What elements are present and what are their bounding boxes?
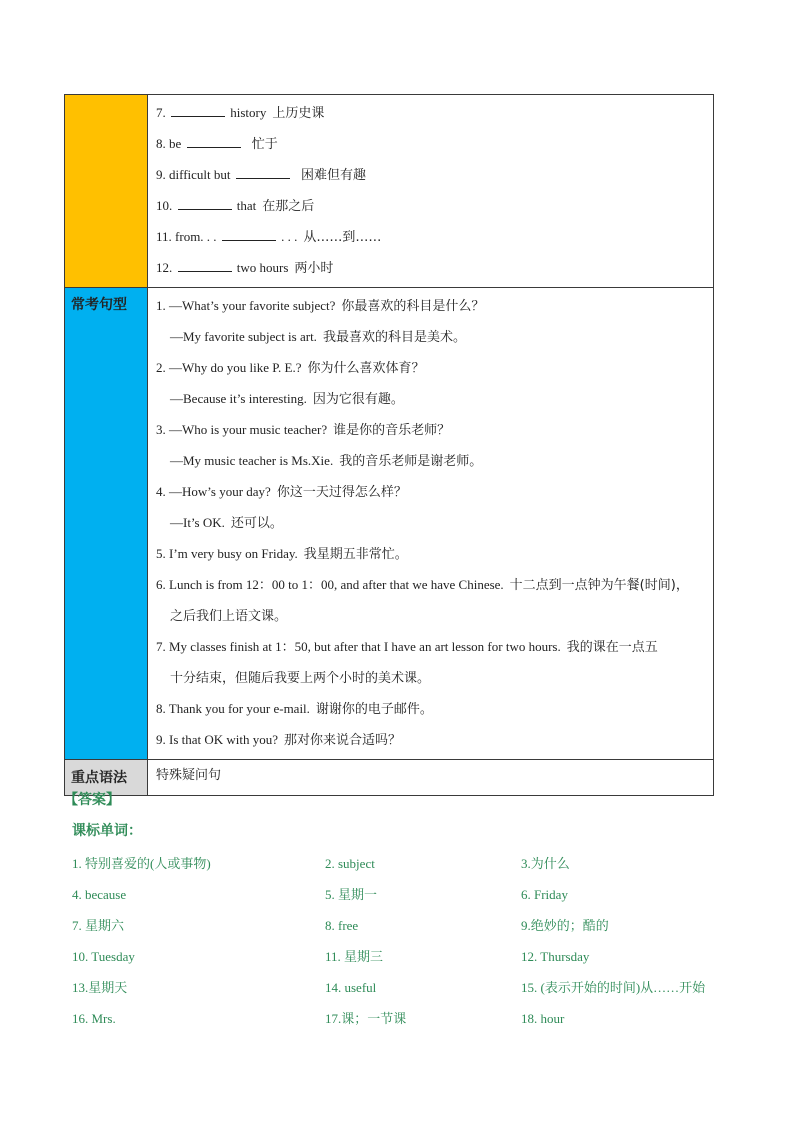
sentence-line [156,290,709,321]
phrase-number: 9. [156,167,166,182]
phrase-line [156,128,709,159]
sentence-chinese: 你最喜欢的科目是什么？ [341,299,485,314]
answer-item: 3.为什么 [521,856,570,871]
phrase-number: 8. [156,136,166,151]
answer-item: 18. hour [521,1011,565,1026]
phrase-line [156,190,709,221]
fill-blank [187,134,241,148]
sentence-english: 2. —Why do you like P. E.? [156,360,302,375]
sentence-line [156,414,709,445]
phrase-suffix: . . . [281,229,298,244]
answer-item: 13.星期天 [72,980,128,995]
sentence-english: 6. Lunch is from 12：00 to 1：00, and after that we have Chinese. [156,577,504,592]
sentence-chinese: 谢谢你的电子邮件。 [315,702,433,717]
study-table [64,94,714,796]
answer-item: 2. subject [325,856,375,871]
answer-item: 1. 特别喜爱的(人或事物) [72,856,211,871]
answer-item: 5. 星期一 [325,887,378,902]
sentence-english: —Because it’s interesting. [170,391,307,406]
sentence-line [156,476,709,507]
phrase-chinese: 两小时 [294,261,334,276]
sentence-chinese: 我的音乐老师是谢老师。 [339,454,483,469]
sentence-english: 1. —What’s your favorite subject? [156,298,336,313]
phrase-prefix: from. . . [175,229,217,244]
sentence-english: 4. —How’s your day? [156,484,271,499]
phrase-suffix: two hours [236,260,289,275]
sentence-english: —My favorite subject is art. [170,329,317,344]
answer-item: 9.绝妙的；酷的 [521,918,609,933]
sentence-english: 8. Thank you for your e-mail. [156,701,310,716]
answer-item: 15. (表示开始的时间)从……开始 [521,980,706,995]
sentence-line [156,507,709,538]
answers-grid [64,848,734,1034]
sentence-line [156,631,709,662]
sentences-content [148,288,713,759]
phrase-chinese: 上历史课 [272,106,325,121]
phrase-line [156,252,709,283]
sentences-label: 常考句型 [65,288,148,759]
sentence-chinese: 那对你来说合适吗？ [284,733,402,748]
phrase-number: 7. [156,105,166,120]
sentence-english: 7. My classes finish at 1：50, but after that I have an art lesson for two hours. [156,639,561,654]
sentence-line [156,352,709,383]
answer-item: 14. useful [325,980,377,995]
fill-blank [178,196,232,210]
sentence-line [156,600,709,631]
sentence-line [156,445,709,476]
phrase-chinese: 困难但有趣 [301,168,367,183]
answer-item: 8. free [325,918,359,933]
sentence-chinese: 之后我们上语文课。 [170,609,288,624]
phrase-number: 11. [156,229,172,244]
sentence-chinese: 我的课在一点五 [566,640,658,655]
sentence-line [156,538,709,569]
phrase-number: 12. [156,260,173,275]
answer-item: 17.课；一节课 [325,1011,407,1026]
sentence-chinese: 你这一天过得怎么样？ [276,485,407,500]
fill-blank [178,258,232,272]
sentence-english: —It’s OK. [170,515,225,530]
sentence-line [156,569,709,600]
answers-subtitle: 课标单词： [72,823,142,839]
phrase-line [156,159,709,190]
sentence-chinese: 十二点到一点钟为午餐(时间)， [509,578,689,593]
phrase-line [156,97,709,128]
phrase-chinese: 从……到…… [303,230,382,245]
phrase-chinese: 在那之后 [262,199,315,214]
phrase-prefix: be [169,136,182,151]
sentence-line [156,321,709,352]
phrases-content [148,95,713,287]
phrase-suffix: history [230,105,267,120]
sentence-line [156,662,709,693]
phrases-label-cell [65,95,148,287]
phrase-chinese: 忙于 [251,137,278,152]
sentence-chinese: 我星期五非常忙。 [303,547,408,562]
phrase-suffix: that [236,198,257,213]
answers-section [64,786,734,1034]
sentence-english: 5. I’m very busy on Friday. [156,546,298,561]
answers-title: 【答案】 [64,792,120,808]
sentence-english: —My music teacher is Ms.Xie. [170,453,334,468]
answer-item: 12. Thursday [521,949,590,964]
grammar-label: 重点语法 [65,760,148,795]
sentence-chinese: 谁是你的音乐老师？ [333,423,451,438]
fill-blank [236,165,290,179]
grammar-text: 特殊疑问句 [156,768,222,783]
answer-item: 11. 星期三 [325,949,384,964]
sentence-line [156,724,709,755]
fill-blank [222,227,276,241]
phrase-line [156,221,709,252]
answer-item: 7. 星期六 [72,918,125,933]
sentence-chinese: 我最喜欢的科目是美术。 [322,330,466,345]
phrase-prefix: difficult but [169,167,231,182]
answer-item: 16. Mrs. [72,1011,116,1026]
sentence-english: 9. Is that OK with you? [156,732,279,747]
answer-item: 10. Tuesday [72,949,135,964]
answer-item: 6. Friday [521,887,568,902]
sentence-chinese: 因为它很有趣。 [312,392,404,407]
sentence-chinese: 还可以。 [230,516,283,531]
sentence-chinese: 十分结束，但随后我要上两个小时的美术课。 [170,671,431,686]
sentence-line [156,693,709,724]
answer-item: 4. because [72,887,127,902]
sentences-row [65,288,713,760]
sentence-english: 3. —Who is your music teacher? [156,422,328,437]
fill-blank [171,103,225,117]
phrases-row [65,95,713,288]
sentence-line [156,383,709,414]
sentence-chinese: 你为什么喜欢体育？ [307,361,425,376]
phrase-number: 10. [156,198,173,213]
